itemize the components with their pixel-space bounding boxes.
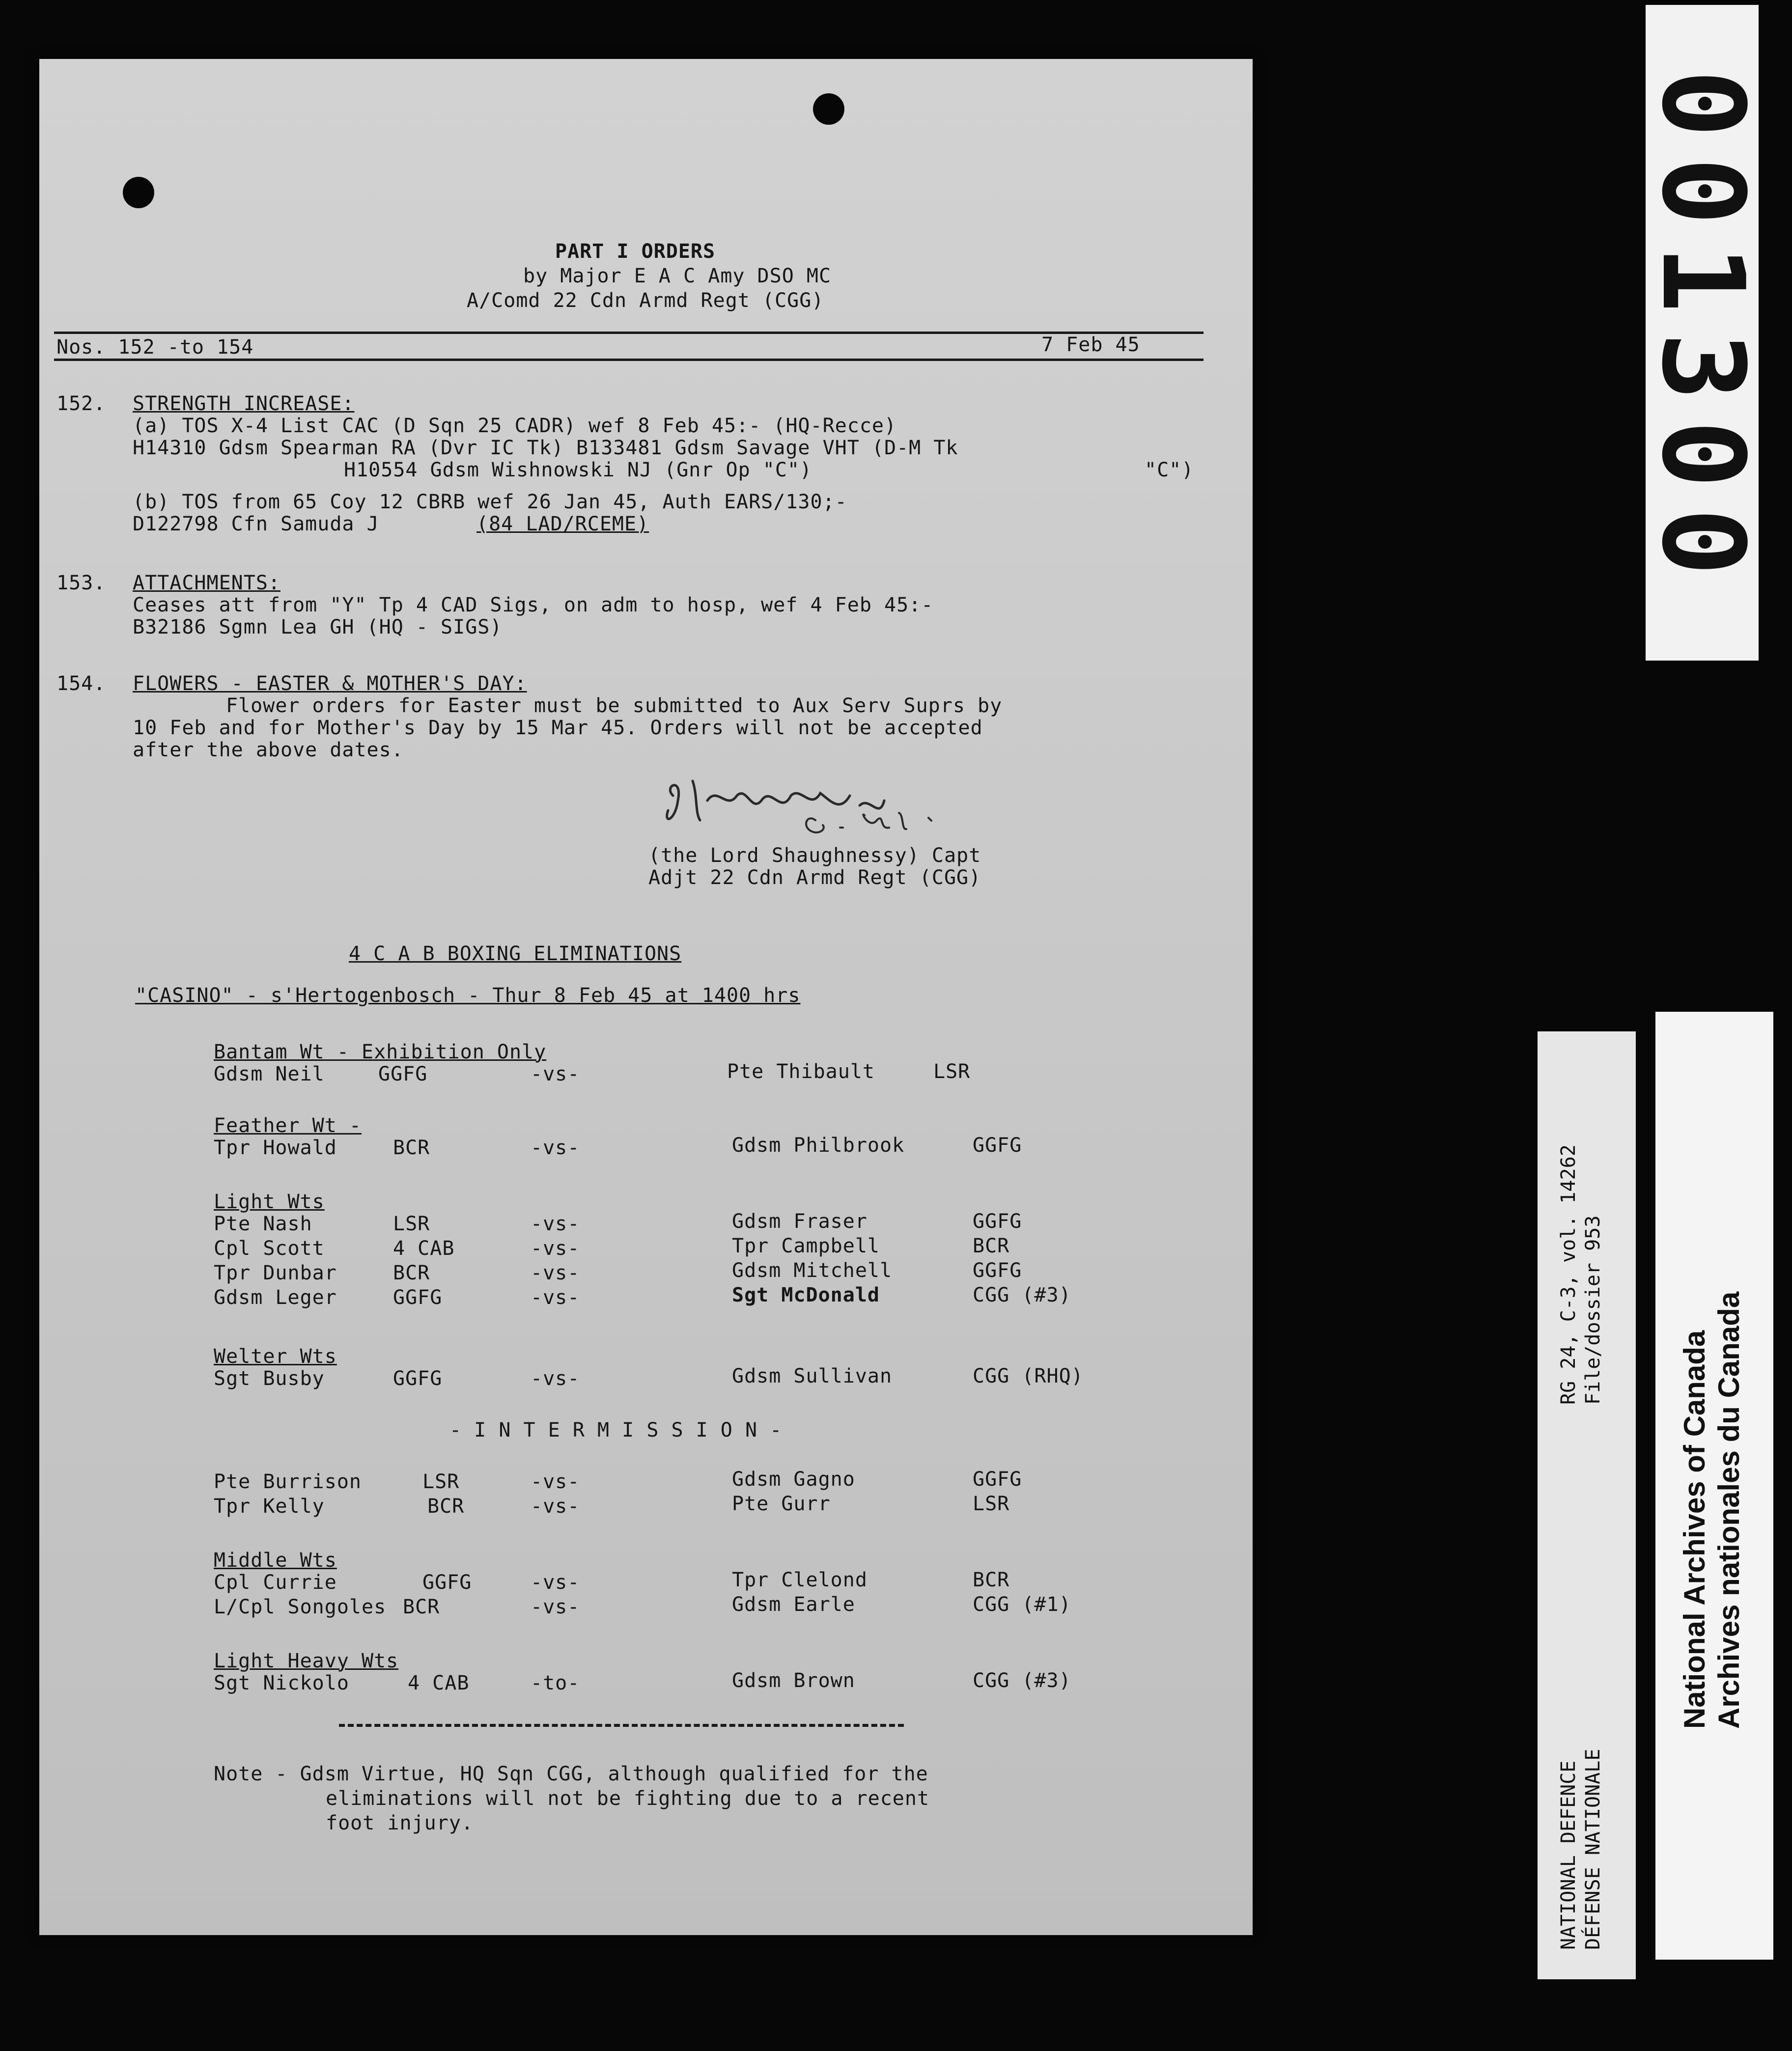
- order-154-number: 154.: [56, 672, 106, 695]
- order-152-line: H10554 Gdsm Wishnowski NJ (Gnr Op "C"): [344, 459, 812, 481]
- bout-right-boxer: Gdsm Fraser: [732, 1210, 868, 1233]
- bout-separator: -vs-: [531, 1237, 580, 1260]
- bout-left-boxer: Gdsm Leger: [214, 1286, 337, 1309]
- bout-left-boxer: Pte Nash: [214, 1213, 312, 1235]
- order-152-line: H14310 Gdsm Spearman RA (Dvr IC Tk) B133481 Gdsm Savage VHT (D-M Tk: [133, 437, 958, 459]
- weight-class-heading: Feather Wt -: [214, 1114, 362, 1137]
- bout-left-unit: BCR: [427, 1495, 465, 1518]
- bout-right-boxer: Gdsm Gagno: [732, 1468, 855, 1491]
- archive-stamp-strip: [1637, 5, 1768, 661]
- bout-separator: -vs-: [531, 1213, 580, 1235]
- order-152-line: (a) TOS X-4 List CAC (D Sqn 25 CADR) wef 8 Feb 45:- (HQ-Recce): [133, 415, 897, 437]
- intermission-label: - I N T E R M I S S I O N -: [449, 1419, 783, 1441]
- order-154-line: Flower orders for Easter must be submitted to Aux Serv Suprs by: [226, 694, 1003, 717]
- weight-class-heading: Bantam Wt - Exhibition Only: [214, 1041, 547, 1063]
- bout-separator: -vs-: [531, 1596, 580, 1618]
- order-152-unit: (84 LAD/RCEME): [476, 513, 649, 535]
- bout-right-boxer: Gdsm Mitchell: [732, 1259, 893, 1282]
- boxing-venue: "CASINO" - s'Hertogenbosch - Thur 8 Feb 45 at 1400 hrs: [135, 984, 801, 1007]
- bout-right-unit: CGG (#3): [973, 1669, 1071, 1692]
- order-154-line: after the above dates.: [133, 739, 404, 761]
- order-153-number: 153.: [56, 572, 106, 594]
- bout-separator: -vs-: [531, 1495, 580, 1518]
- bout-left-unit: LSR: [422, 1470, 460, 1493]
- bout-left-boxer: Gdsm Neil: [214, 1063, 325, 1085]
- signatory-name: (the Lord Shaughnessy) Capt: [648, 844, 981, 867]
- weight-class-heading: Light Heavy Wts: [214, 1650, 399, 1672]
- bout-left-unit: GGFG: [422, 1571, 472, 1594]
- bout-left-unit: LSR: [393, 1213, 430, 1235]
- bout-separator: -vs-: [531, 1286, 580, 1309]
- order-date: 7 Feb 45: [1041, 333, 1140, 356]
- bout-left-unit: 4 CAB: [393, 1237, 455, 1260]
- bout-left-boxer: Tpr Kelly: [214, 1495, 325, 1518]
- bout-separator: -vs-: [531, 1136, 580, 1159]
- order-152-line: D122798 Cfn Samuda J: [133, 513, 379, 535]
- bout-left-boxer: Sgt Nickolo: [214, 1672, 349, 1694]
- bout-separator: -vs-: [531, 1262, 580, 1284]
- bout-right-unit: CGG (#1): [973, 1593, 1071, 1616]
- bout-right-boxer: Pte Gurr: [732, 1493, 831, 1515]
- bout-left-boxer: Tpr Howald: [214, 1136, 337, 1159]
- bout-left-unit: GGFG: [378, 1063, 428, 1085]
- weight-class-heading: Light Wts: [214, 1191, 325, 1213]
- bout-right-unit: CGG (RHQ): [973, 1365, 1084, 1387]
- order-154-line: 10 Feb and for Mother's Day by 15 Mar 45. Orders will not be accepted: [133, 717, 983, 739]
- bout-right-unit: GGFG: [973, 1259, 1022, 1282]
- bout-right-unit: GGFG: [973, 1468, 1022, 1491]
- handwritten-signature: [653, 766, 1046, 840]
- bout-right-boxer: Gdsm Sullivan: [732, 1365, 893, 1387]
- signatory-title: Adjt 22 Cdn Armd Regt (CGG): [648, 866, 981, 889]
- bout-right-unit: LSR: [973, 1493, 1010, 1515]
- bout-right-unit: LSR: [933, 1060, 971, 1083]
- bout-left-boxer: Tpr Dunbar: [214, 1262, 337, 1284]
- order-153-line: B32186 Sgmn Lea GH (HQ - SIGS): [133, 616, 503, 638]
- bout-right-boxer: Tpr Campbell: [732, 1235, 880, 1257]
- bout-separator: -vs-: [531, 1470, 580, 1493]
- stamp-number: 001300: [1637, 69, 1768, 596]
- bout-separator: -vs-: [531, 1367, 580, 1390]
- bout-separator: -vs-: [531, 1063, 580, 1085]
- bout-left-boxer: L/Cpl Songoles: [214, 1596, 387, 1618]
- weight-class-heading: Middle Wts: [214, 1549, 337, 1572]
- archive-reference-label: [1538, 1031, 1636, 1979]
- bout-right-boxer: Sgt McDonald: [732, 1284, 880, 1306]
- bout-separator: -vs-: [531, 1571, 580, 1594]
- archive-file: File/dossier 953: [1582, 1215, 1604, 1405]
- note-line: Note - Gdsm Virtue, HQ Sqn CGG, although qualified for the: [214, 1763, 928, 1785]
- issued-by-line: by Major E A C Amy DSO MC: [523, 265, 832, 287]
- department-en: NATIONAL DEFENCE: [1557, 1760, 1580, 1950]
- bout-left-unit: BCR: [403, 1596, 440, 1618]
- weight-class-heading: Welter Wts: [214, 1345, 337, 1368]
- boxing-title: 4 C A B BOXING ELIMINATIONS: [349, 942, 682, 965]
- punch-hole-right: [813, 93, 844, 125]
- archives-name-en: National Archives of Canada: [1678, 1330, 1711, 1729]
- header-rule-top: [54, 332, 1204, 334]
- bout-separator: -to-: [531, 1672, 580, 1694]
- department-fr: DÉFENSE NATIONALE: [1582, 1748, 1604, 1950]
- bout-left-boxer: Cpl Currie: [214, 1571, 337, 1594]
- order-152-line: "C"): [1145, 459, 1194, 481]
- document-sheet: [39, 59, 1253, 1935]
- header-rule-bottom: [54, 359, 1204, 361]
- note-line: foot injury.: [326, 1812, 474, 1834]
- bout-right-boxer: Tpr Clelond: [732, 1569, 868, 1591]
- note-line: eliminations will not be fighting due to a recent: [326, 1787, 930, 1810]
- bout-right-unit: CGG (#3): [973, 1284, 1071, 1306]
- bout-right-unit: GGFG: [973, 1134, 1022, 1157]
- order-153-line: Ceases att from "Y" Tp 4 CAD Sigs, on adm to hosp, wef 4 Feb 45:-: [133, 594, 934, 616]
- bout-left-boxer: Cpl Scott: [214, 1237, 325, 1260]
- bout-right-unit: GGFG: [973, 1210, 1022, 1233]
- archive-reference: RG 24, C-3, vol. 14262: [1557, 1144, 1580, 1405]
- order-152-line: (b) TOS from 65 Coy 12 CBRB wef 26 Jan 45, Auth EARS/130;-: [133, 491, 847, 513]
- document-title: PART I ORDERS: [555, 240, 716, 263]
- bout-left-unit: BCR: [393, 1262, 430, 1284]
- bout-left-unit: GGFG: [393, 1367, 443, 1390]
- order-153-heading: ATTACHMENTS:: [133, 572, 280, 594]
- bout-right-boxer: Pte Thibault: [727, 1060, 875, 1083]
- bout-right-boxer: Gdsm Earle: [732, 1593, 855, 1616]
- bout-right-unit: BCR: [973, 1569, 1010, 1591]
- order-154-heading: FLOWERS - EASTER & MOTHER'S DAY:: [133, 672, 527, 695]
- order-152-heading: STRENGTH INCREASE:: [133, 392, 355, 415]
- bout-right-boxer: Gdsm Brown: [732, 1669, 855, 1692]
- archives-name-fr: Archives nationales du Canada: [1712, 1291, 1745, 1729]
- bout-right-boxer: Gdsm Philbrook: [732, 1134, 905, 1157]
- punch-hole-left: [123, 177, 154, 208]
- order-152-number: 152.: [56, 392, 106, 415]
- command-line: A/Comd 22 Cdn Armd Regt (CGG): [467, 289, 824, 312]
- dashed-separator: [339, 1724, 904, 1727]
- order-numbers: Nos. 152 -to 154: [56, 336, 254, 359]
- bout-left-unit: BCR: [393, 1136, 430, 1159]
- bout-left-unit: GGFG: [393, 1286, 443, 1309]
- bout-left-boxer: Sgt Busby: [214, 1367, 325, 1390]
- bout-left-boxer: Pte Burrison: [214, 1470, 362, 1493]
- bout-left-unit: 4 CAB: [408, 1672, 470, 1694]
- archives-logo-label: [1655, 1012, 1773, 1960]
- bout-right-unit: BCR: [973, 1235, 1010, 1257]
